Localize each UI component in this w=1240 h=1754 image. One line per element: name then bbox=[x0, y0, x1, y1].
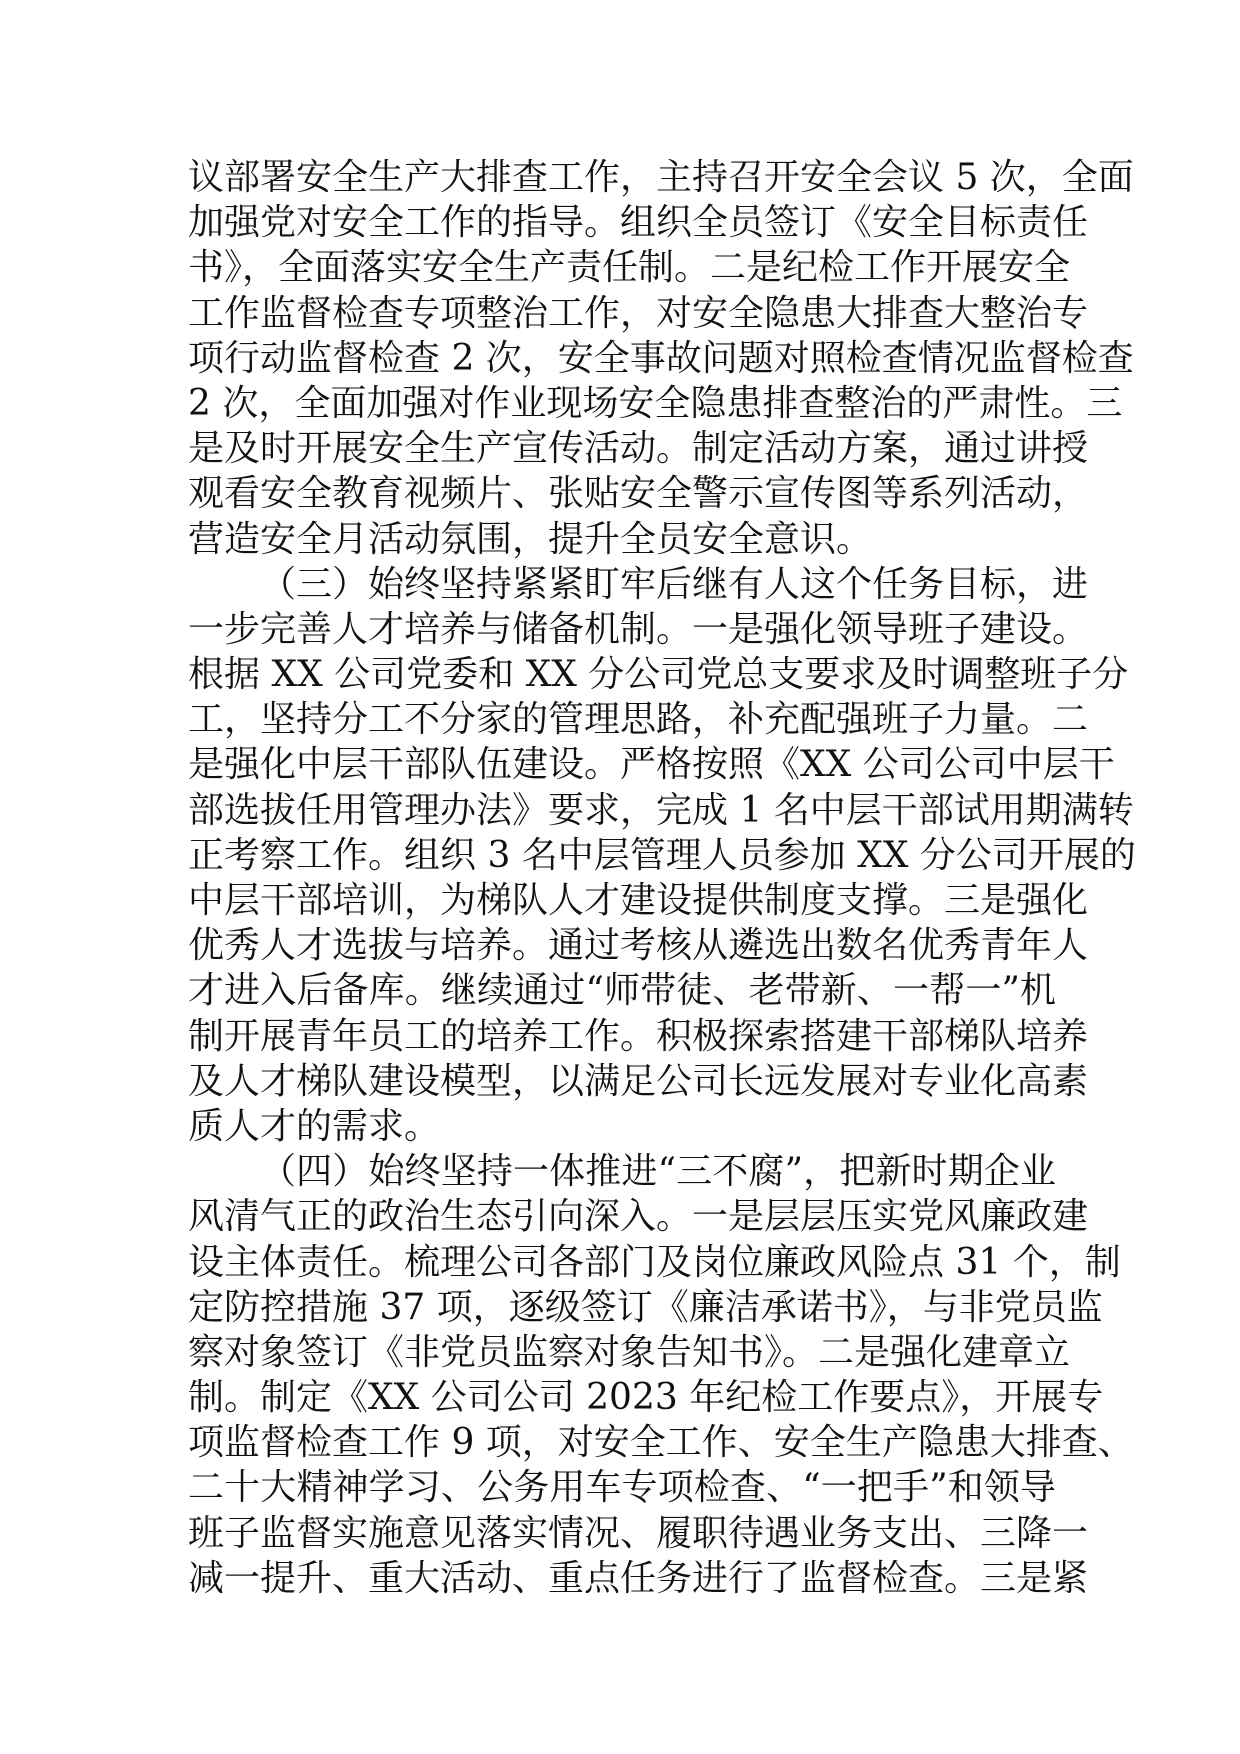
text-line-18: 优秀人才选拔与培养。通过考核从遴选出数名优秀青年人 bbox=[188, 925, 1089, 967]
text-line-20: 制开展青年员工的培养工作。积极探索搭建干部梯队培养 bbox=[188, 1015, 1089, 1057]
text-line-7: 是及时开展安全生产宣传活动。制定活动方案，通过讲授 bbox=[188, 428, 1089, 470]
text-line-3: 书》，全面落实安全生产责任制。二是纪检工作开展安全 bbox=[188, 247, 1071, 289]
text-line-32: 减一提升、重大活动、重点任务进行了监督检查。三是紧 bbox=[188, 1557, 1089, 1599]
text-line-9: 营造安全月活动氛围，提升全员安全意识。 bbox=[188, 518, 873, 560]
text-line-23: （四）始终坚持一体推进“三不腐”，把新时期企业 bbox=[260, 1151, 1056, 1193]
text-line-8: 观看安全教育视频片、张贴安全警示宣传图等系列活动， bbox=[188, 473, 1089, 515]
text-line-16: 正考察工作。组织 3 名中层管理人员参加 XX 分公司开展的 bbox=[188, 834, 1136, 876]
text-line-19: 才进入后备库。继续通过“师带徒、老带新、一帮一”机 bbox=[188, 970, 1056, 1012]
text-line-2: 加强党对安全工作的指导。组织全员签订《安全目标责任 bbox=[188, 202, 1089, 244]
text-line-1: 议部署安全生产大排查工作，主持召开安全会议 5 次，全面 bbox=[188, 157, 1134, 198]
text-line-29: 项监督检查工作 9 项，对安全工作、安全生产隐患大排查、 bbox=[188, 1422, 1134, 1464]
text-line-6: 2 次，全面加强对作业现场安全隐患排查整治的严肃性。三 bbox=[188, 382, 1123, 424]
text-line-14: 是强化中层干部队伍建设。严格按照《XX 公司公司中层干 bbox=[188, 744, 1115, 786]
text-line-13: 工，坚持分工不分家的管理思路，补充配强班子力量。二 bbox=[188, 699, 1089, 741]
text-line-17: 中层干部培训，为梯队人才建设提供制度支撑。三是强化 bbox=[188, 880, 1089, 921]
text-line-4: 工作监督检查专项整治工作，对安全隐患大排查大整治专 bbox=[188, 292, 1089, 334]
text-line-12: 根据 XX 公司党委和 XX 分公司党总支要求及时调整班子分 bbox=[188, 654, 1129, 696]
text-line-5: 项行动监督检查 2 次，安全事故问题对照检查情况监督检查 bbox=[188, 337, 1134, 379]
text-line-10: （三）始终坚持紧紧盯牢后继有人这个任务目标，进 bbox=[260, 563, 1089, 605]
text-line-24: 风清气正的政治生态引向深入。一是层层压实党风廉政建 bbox=[188, 1196, 1089, 1238]
text-line-30: 二十大精神学习、公务用车专项检查、“一把手”和领导 bbox=[188, 1467, 1056, 1509]
text-line-15: 部选拔任用管理办法》要求，完成 1 名中层干部试用期满转 bbox=[188, 789, 1134, 831]
text-line-25: 设主体责任。梳理公司各部门及岗位廉政风险点 31 个，制 bbox=[188, 1241, 1121, 1283]
text-line-11: 一步完善人才培养与储备机制。一是强化领导班子建设。 bbox=[188, 608, 1089, 650]
text-line-31: 班子监督实施意见落实情况、履职待遇业务支出、三降一 bbox=[188, 1512, 1089, 1554]
text-line-26: 定防控措施 37 项，逐级签订《廉洁承诺书》，与非党员监 bbox=[188, 1286, 1103, 1328]
text-line-27: 察对象签订《非党员监察对象告知书》。二是强化建章立 bbox=[188, 1331, 1071, 1373]
text-line-22: 质人才的需求。 bbox=[188, 1105, 441, 1147]
text-line-28: 制。制定《XX 公司公司 2023 年纪检工作要点》，开展专 bbox=[188, 1377, 1104, 1419]
body-text bbox=[188, 155, 1136, 1601]
text-line-21: 及人才梯队建设模型，以满足公司长远发展对专业化高素 bbox=[188, 1060, 1089, 1102]
